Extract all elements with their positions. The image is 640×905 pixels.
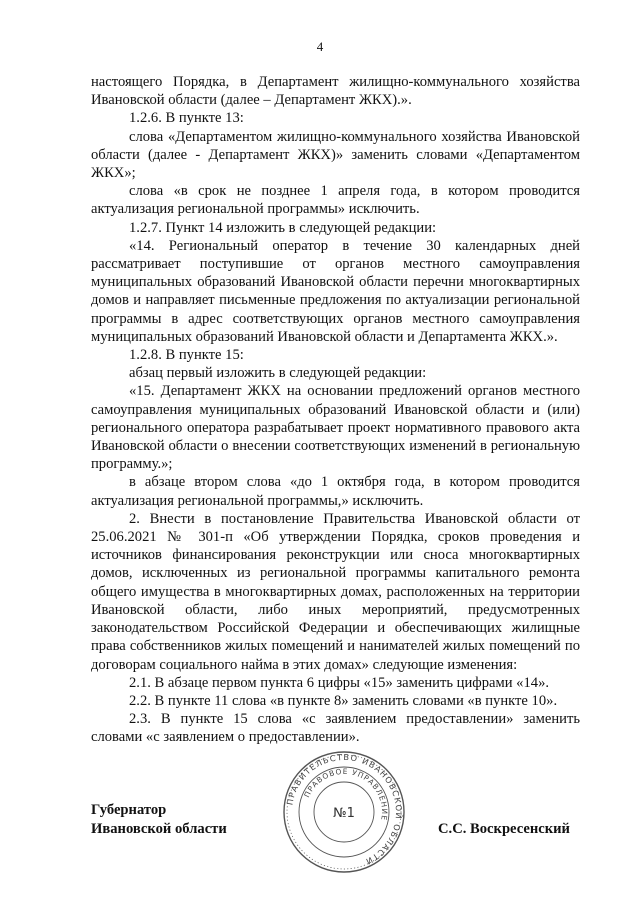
signatory-title (91, 801, 227, 839)
paragraph: слова «в срок не позднее 1 апреля года, в котором проводится актуализация региональной программы» исключить. (91, 183, 580, 218)
seal-center-text: №1 (333, 806, 355, 821)
paragraph: 2.1. В абзаце первом пункта 6 цифры «15» заменить цифрами «14». (129, 674, 550, 691)
paragraph: «15. Департамент ЖКХ на основании предложений органов местного самоуправления муниципальных образований Ивановской области и (или) регионального оператора разрабатывает проект нормативного правового акта Ивановской области о внесении соответствующих изменений в региональную программу.»; (91, 383, 580, 473)
seal-outer-text: ПРАВИТЕЛЬСТВО ИВАНОВСКОЙ ОБЛАСТИ (284, 751, 405, 868)
document-body (91, 73, 580, 747)
signatory-title-line1: Губернатор (91, 802, 167, 818)
paragraph: 2. Внести в постановление Правительства Ивановской области от 25.06.2021 № 301-п «Об утверждении Порядка, сроков проведения и источников финансирования реконструкции или сноса многоквартирных домов, исключенных из региональной программы капитального ремонта общего имущества в многоквартирных домах, расположенных на территории Ивановской области, либо иных мероприятий, предусмотренных законодательством Российской Федерации и обеспечивающих жилищные права собственников жилых помещений и нанимателей жилых помещений по договорам социального найма в этих домах» следующие изменения: (91, 510, 580, 673)
page-number: 4 (316, 39, 324, 54)
paragraph: 2.2. В пункте 11 слова «в пункте 8» заменить словами «в пункте 10». (129, 692, 558, 709)
paragraph: в абзаце втором слова «до 1 октября года, в котором проводится актуализация региональной программы,» исключить. (91, 474, 580, 509)
paragraph: абзац первый изложить в следующей редакции: (129, 365, 427, 382)
seal-inner-text: ПРАВОВОЕ УПРАВЛЕНИЕ (302, 766, 390, 822)
paragraph: 1.2.6. В пункте 13: (129, 110, 244, 127)
paragraph: настоящего Порядка, в Департамент жилищно-коммунального хозяйства Ивановской области (далее – Департамент ЖКХ).». (91, 74, 580, 109)
signatory-title-line2: Ивановской области (91, 821, 227, 837)
paragraph: 2.3. В пункте 15 слова «с заявлением предоставлении» заменить словами «с заявлением о предоставлении». (91, 711, 580, 746)
official-seal (282, 750, 406, 874)
paragraph: слова «Департаментом жилищно-коммунального хозяйства Ивановской области (далее - Департамент ЖКХ)» заменить словами «Департаментом ЖКХ»; (91, 128, 580, 182)
paragraph: «14. Региональный оператор в течение 30 календарных дней рассматривает поступившие от органов местного самоуправления муниципальных образований Ивановской области перечни многоквартирных домов и направляет письменные предложения по актуализации региональной программы в адрес соответствующих органов местного самоуправления муниципальных образований Ивановской области и Департамента ЖКХ.». (91, 237, 580, 345)
signatory-name: С.С. Воскресенский (438, 821, 570, 837)
paragraph: 1.2.8. В пункте 15: (129, 347, 244, 364)
paragraph: 1.2.7. Пункт 14 изложить в следующей редакции: (129, 219, 437, 236)
